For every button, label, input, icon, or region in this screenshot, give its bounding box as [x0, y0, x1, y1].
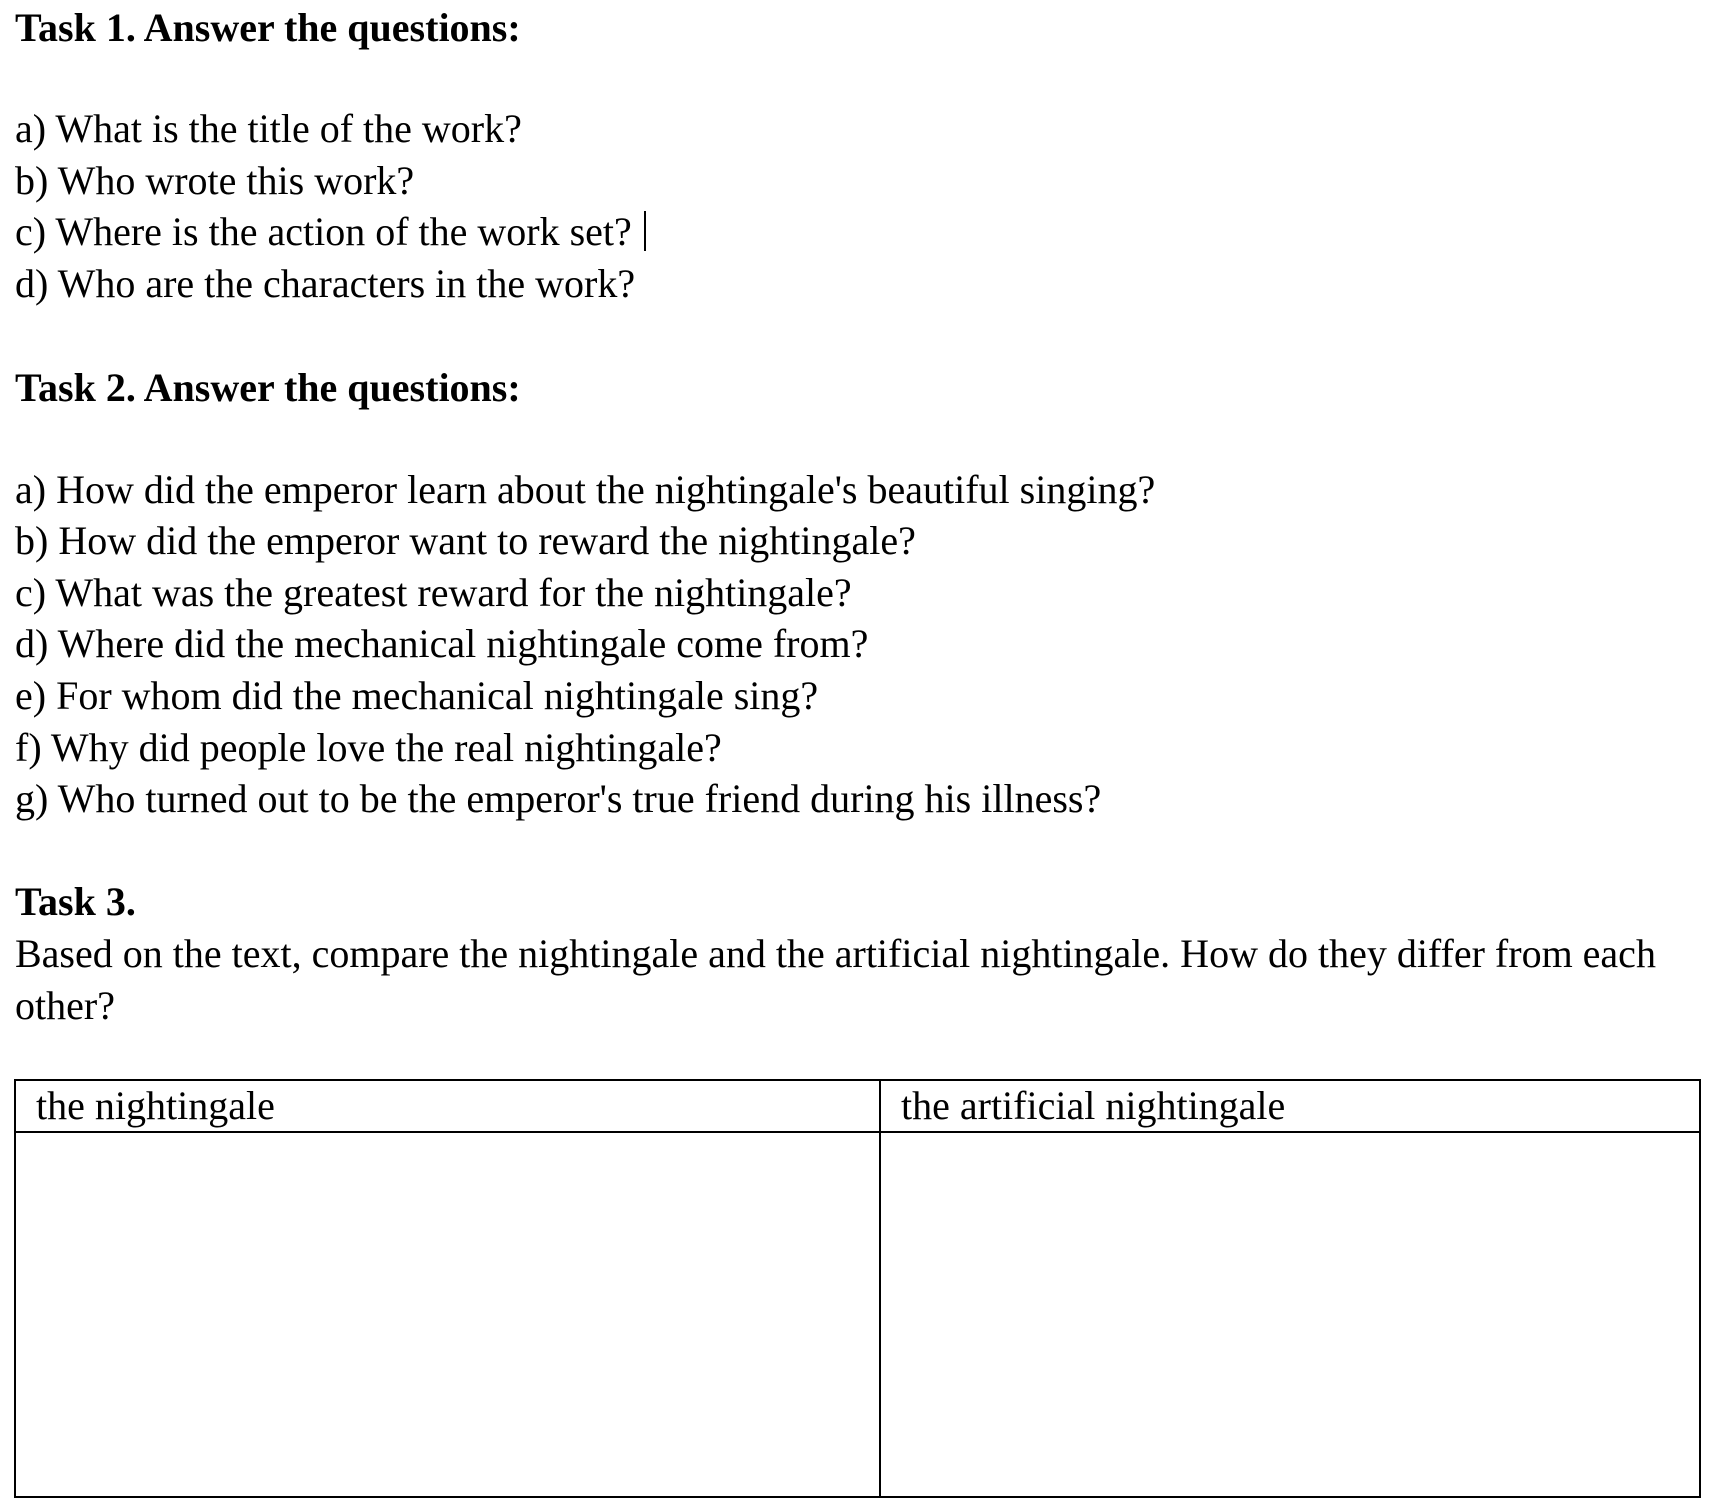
- task2-question-g: g) Who turned out to be the emperor's true friend during his illness?: [15, 776, 1102, 821]
- header-nightingale: the nightingale: [15, 1080, 880, 1132]
- task3-instruction: Based on the text, compare the nightingale and the artificial nightingale. How do they differ from each other?: [15, 931, 1656, 1028]
- task2-question-e: e) For whom did the mechanical nightingale sing?: [15, 673, 819, 718]
- task1-question-d: d) Who are the characters in the work?: [15, 261, 636, 306]
- task1-heading: Task 1. Answer the questions:: [15, 5, 521, 50]
- comparison-table-header-row: [15, 1080, 1700, 1132]
- header-artificial-nightingale: the artificial nightingale: [880, 1080, 1700, 1132]
- answer-cell-artificial-nightingale[interactable]: [880, 1132, 1700, 1497]
- task3-heading: Task 3.: [15, 879, 136, 924]
- task2-question-d: d) Where did the mechanical nightingale come from?: [15, 621, 869, 666]
- task2-heading: Task 2. Answer the questions:: [15, 365, 521, 410]
- task2-question-f: f) Why did people love the real nightingale?: [15, 725, 722, 770]
- task1-question-c: c) Where is the action of the work set?: [15, 209, 632, 254]
- answer-cell-nightingale[interactable]: [15, 1132, 880, 1497]
- task1-question-c-line: [15, 206, 646, 258]
- task1-question-a: a) What is the title of the work?: [15, 106, 522, 151]
- text-cursor: [644, 211, 646, 251]
- task2-question-a: a) How did the emperor learn about the nightingale's beautiful singing?: [15, 467, 1156, 512]
- task2-question-b: b) How did the emperor want to reward the nightingale?: [15, 518, 916, 563]
- task1-question-b: b) Who wrote this work?: [15, 158, 415, 203]
- task2-question-c: c) What was the greatest reward for the nightingale?: [15, 570, 852, 615]
- comparison-table-answer-row: [15, 1132, 1700, 1497]
- comparison-table: [14, 1079, 1701, 1498]
